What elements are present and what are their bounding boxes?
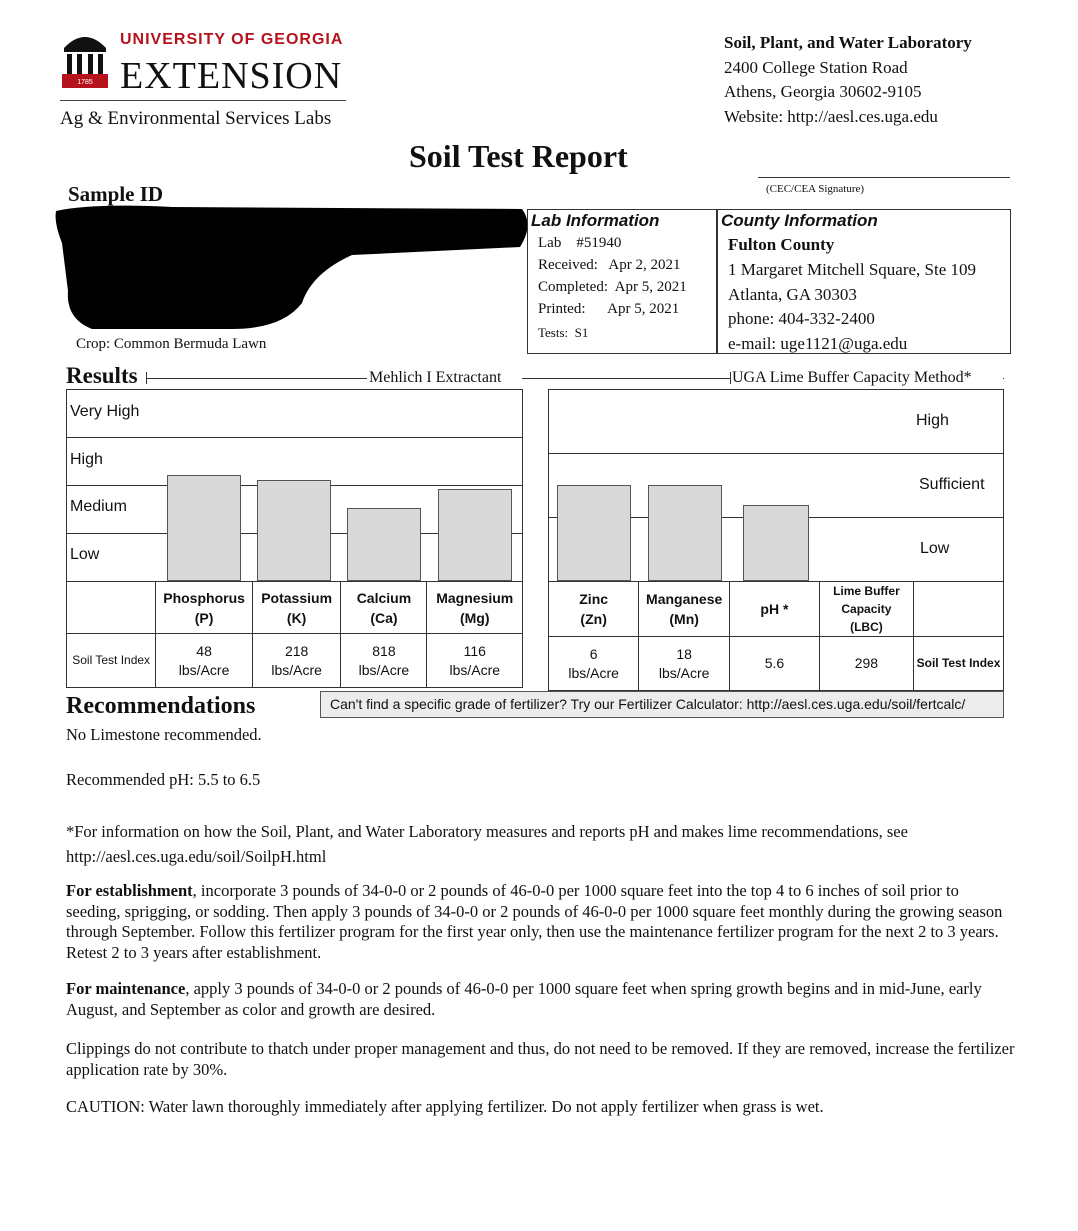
- extension-wordmark: EXTENSION: [120, 55, 343, 97]
- lab-street: 2400 College Station Road: [724, 57, 908, 77]
- establishment-lead: For establishment: [66, 881, 193, 900]
- redaction-mark: [52, 203, 530, 331]
- county-information-box: [717, 209, 1011, 354]
- received-date: Received: Apr 2, 2021: [538, 257, 681, 273]
- limestone-recommendation: No Limestone recommended.: [66, 725, 262, 744]
- lbc-method-label: UGA Lime Buffer Capacity Method*: [732, 369, 972, 386]
- bracket-line: [1003, 378, 1004, 379]
- header-manganese: Manganese (Mn): [639, 582, 730, 637]
- results-heading: Results: [66, 363, 138, 388]
- seal-year: 1785: [77, 79, 93, 86]
- phosphorus-value: 48 lbs/Acre: [156, 634, 253, 688]
- county-phone: phone: 404-332-2400: [728, 309, 875, 328]
- clippings-paragraph: Clippings do not contribute to thatch under proper management and thus, do not need to be removed. If they are removed, increase the fertilizer application rate by 30%.: [66, 1039, 1015, 1079]
- bar-zinc: [557, 485, 631, 581]
- county-address: 1 Margaret Mitchell Square, Ste 109: [728, 260, 977, 279]
- completed-date: Completed: Apr 5, 2021: [538, 279, 687, 295]
- lab-information-box: [527, 209, 717, 354]
- manganese-value: 18 lbs/Acre: [639, 637, 730, 691]
- ph-info-paragraph: *For information on how the Soil, Plant, and Water Laboratory measures and reports pH and makes lime recommendations, see http://aesl.ces.uga.edu/soil/SoilpH.html: [66, 822, 908, 866]
- printed-date: Printed: Apr 5, 2021: [538, 301, 680, 317]
- fertilizer-calculator-banner[interactable]: Can't find a specific grade of fertilizer? Try our Fertilizer Calculator: http://aesl.ces.uga.edu/soil/fertcalc/: [320, 691, 1004, 718]
- header-phosphorus: Phosphorus (P): [156, 582, 253, 634]
- ph-value: 5.6: [730, 637, 820, 691]
- tests-label: Tests: S1: [538, 325, 589, 340]
- level-low: Low: [920, 540, 950, 557]
- university-name: UNIVERSITY OF GEORGIA: [120, 31, 344, 48]
- header-lbc: Lime Buffer Capacity (LBC): [819, 582, 913, 637]
- potassium-value: 218 lbs/Acre: [252, 634, 341, 688]
- header-potassium: Potassium (K): [252, 582, 341, 634]
- right-level-chart: [548, 389, 1004, 582]
- bracket-tick: [730, 372, 731, 384]
- crop-label: Crop: Common Bermuda Lawn: [76, 336, 267, 352]
- lab-name: Soil, Plant, and Water Laboratory: [724, 33, 972, 52]
- zinc-value: 6 lbs/Acre: [549, 637, 639, 691]
- bar-manganese: [648, 485, 722, 581]
- magnesium-value: 116 lbs/Acre: [427, 634, 523, 688]
- extractant-label: Mehlich I Extractant: [369, 369, 502, 386]
- header-calcium: Calcium (Ca): [341, 582, 427, 634]
- report-title: Soil Test Report: [409, 138, 628, 174]
- lab-number: Lab #51940: [538, 235, 622, 251]
- recommended-ph: Recommended pH: 5.5 to 6.5: [66, 770, 261, 789]
- level-low: Low: [70, 546, 100, 563]
- caution-paragraph: CAUTION: Water lawn thoroughly immediately after applying fertilizer. Do not apply fertilizer when grass is wet.: [66, 1097, 824, 1116]
- level-sufficient: Sufficient: [919, 476, 985, 493]
- header-divider: [60, 100, 346, 101]
- county-name: Fulton County: [728, 235, 835, 254]
- calcium-value: 818 lbs/Acre: [341, 634, 427, 688]
- band-divider: [549, 453, 1003, 454]
- empty-header-cell: [914, 582, 1004, 637]
- uga-arch-logo: [62, 28, 108, 88]
- level-medium: Medium: [70, 498, 127, 515]
- header-zinc: Zinc (Zn): [549, 582, 639, 637]
- level-very-high: Very High: [70, 403, 140, 420]
- establishment-text: , incorporate 3 pounds of 34-0-0 or 2 pounds of 46-0-0 per 1000 square feet into the top 4 to 6 inches of soil prior to seeding, sprigging, or sodding. Then apply 3 pounds of 34-0-0 or 2 pounds of 46-0-0 per 1000 square feet monthly during the growing season through September. Follow this fertilizer program for the first year only, then use the maintenance fertilizer program for the next 2 to 3 years. Retest 2 to 3 years after establishment.: [66, 881, 1003, 962]
- lbc-value: 298: [819, 637, 913, 691]
- maintenance-paragraph: [66, 979, 1016, 1020]
- right-nutrient-table: [548, 581, 1004, 691]
- sample-id-label: Sample ID: [68, 182, 164, 206]
- maintenance-text: , apply 3 pounds of 34-0-0 or 2 pounds of 46-0-0 per 1000 square feet when spring growth begins and in mid-June, early August, and September as color and growth are desired.: [66, 979, 982, 1019]
- soil-test-index-label: Soil Test Index: [67, 634, 156, 688]
- lab-city: Athens, Georgia 30602-9105: [724, 82, 922, 101]
- left-nutrient-table: [66, 581, 523, 688]
- left-level-chart: [66, 389, 523, 582]
- county-email[interactable]: e-mail: uge1121@uga.edu: [728, 334, 908, 353]
- lab-website[interactable]: Website: http://aesl.ces.uga.edu: [724, 106, 938, 126]
- county-city: Atlanta, GA 30303: [728, 285, 857, 304]
- bar-ph: [743, 505, 809, 581]
- lab-address-block: [724, 31, 972, 129]
- maintenance-lead: For maintenance: [66, 979, 186, 998]
- level-high: High: [916, 412, 949, 429]
- recommendations-heading: Recommendations: [66, 693, 256, 719]
- level-high: High: [70, 451, 103, 468]
- bar-magnesium: [438, 489, 512, 581]
- empty-header-cell: [67, 582, 156, 634]
- bar-potassium: [257, 480, 331, 581]
- bracket-line: [146, 378, 367, 379]
- bar-phosphorus: [167, 475, 241, 581]
- header-magnesium: Magnesium (Mg): [427, 582, 523, 634]
- signature-line: [758, 177, 1010, 178]
- labs-subtitle: Ag & Environmental Services Labs: [60, 108, 332, 129]
- lab-information-title: Lab Information: [531, 211, 660, 230]
- county-information-title: County Information: [721, 211, 878, 230]
- bar-calcium: [347, 508, 421, 581]
- header-ph: pH *: [730, 582, 820, 637]
- establishment-paragraph: [66, 881, 1016, 963]
- band-divider: [67, 437, 522, 438]
- bracket-line: [522, 378, 730, 379]
- signature-label: (CEC/CEA Signature): [766, 183, 865, 195]
- soil-test-index-label: Soil Test Index: [914, 637, 1004, 691]
